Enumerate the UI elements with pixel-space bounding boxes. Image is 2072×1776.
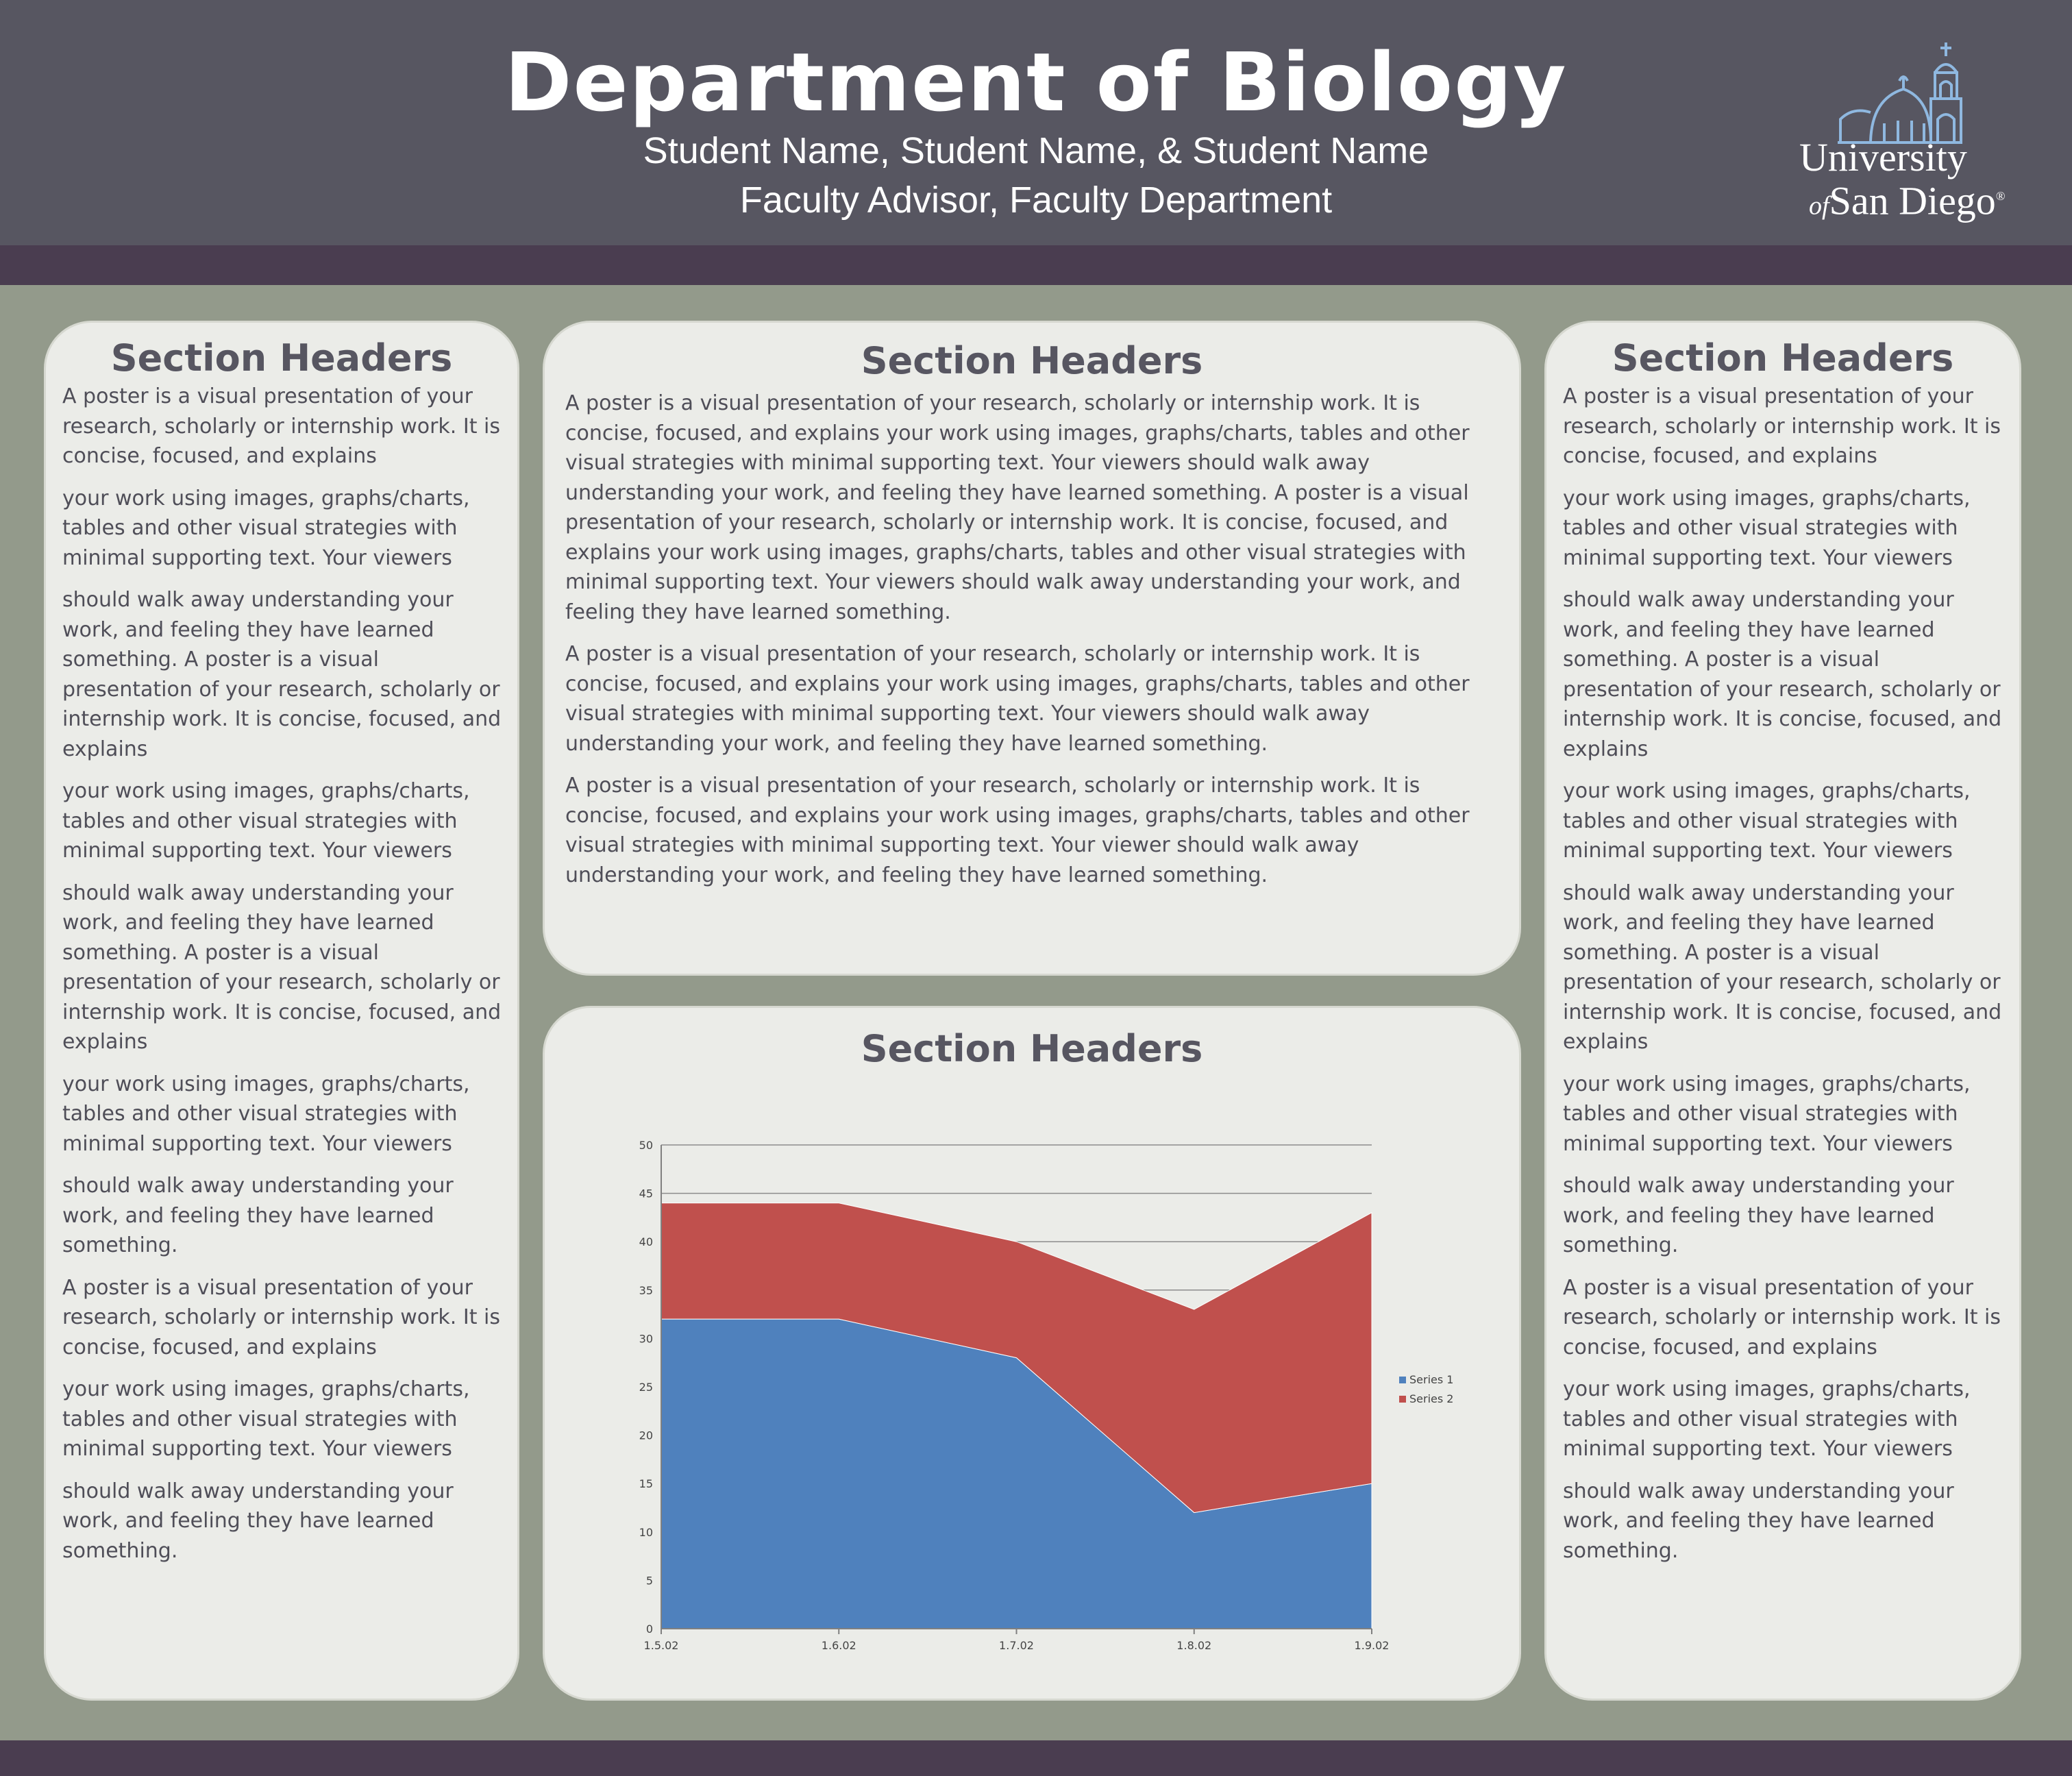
y-tick-label: 5	[645, 1574, 653, 1588]
x-tick-label: 1.8.02	[1176, 1639, 1212, 1652]
right-section-body	[1563, 382, 2010, 1578]
x-tick-label: 1.7.02	[999, 1639, 1034, 1652]
footer-strip	[0, 1740, 2072, 1776]
right-paragraph: your work using images, graphs/charts, tables and other visual strategies with minimal supporting text. Your viewers	[1563, 1377, 1971, 1461]
y-tick-label: 25	[639, 1381, 653, 1394]
y-tick-label: 15	[639, 1477, 653, 1491]
left-paragraph: your work using images, graphs/charts, tables and other visual strategies with minimal supporting text. Your viewers	[62, 779, 470, 863]
left-paragraph: A poster is a visual presentation of your research, scholarly or internship work. It is concise, focused, and explains	[62, 1275, 500, 1359]
right-paragraph: should walk away understanding your work, and feeling they have learned something.	[1563, 1174, 1954, 1257]
right-section-header: Section Headers	[1612, 336, 1954, 380]
left-paragraph: your work using images, graphs/charts, tables and other visual strategies with minimal supporting text. Your viewers	[62, 1072, 470, 1156]
center-bottom-section-panel	[543, 1006, 1521, 1701]
right-paragraph: should walk away understanding your work, and feeling they have learned something. A poster is a visual presentation of your research, scholarly or internship work. It is concise, focused, and explains	[1563, 880, 2002, 1054]
university-logo	[1795, 41, 2021, 226]
y-tick-label: 50	[639, 1139, 653, 1152]
author-names: Student Name, Student Name, & Student Name	[643, 130, 1429, 171]
center-paragraph: A poster is a visual presentation of your research, scholarly or internship work. It is concise, focused, and explains your work using images, graphs/charts, tables and other visual strategies with minimal supporting text. Your viewers should walk away understanding your work, and feeling they have learned something.	[565, 642, 1470, 756]
left-paragraph: should walk away understanding your work, and feeling they have learned something.	[62, 1174, 454, 1257]
poster-title: Department of Biology	[504, 35, 1568, 130]
y-tick-label: 35	[639, 1283, 653, 1297]
right-paragraph: should walk away understanding your work, and feeling they have learned something.	[1563, 1479, 1954, 1563]
x-tick-label: 1.9.02	[1354, 1639, 1390, 1652]
header-strip	[0, 245, 2072, 285]
y-tick-label: 40	[639, 1235, 653, 1249]
left-section-body	[62, 382, 508, 1578]
right-paragraph: A poster is a visual presentation of your research, scholarly or internship work. It is concise, focused, and explains	[1563, 384, 2001, 468]
center-top-section-header: Section Headers	[861, 339, 1203, 382]
legend-label: Series 1	[1409, 1373, 1454, 1386]
legend-label: Series 2	[1409, 1392, 1454, 1405]
right-paragraph: your work using images, graphs/charts, tables and other visual strategies with minimal supporting text. Your viewers	[1563, 779, 1971, 863]
center-paragraph: A poster is a visual presentation of your research, scholarly or internship work. It is concise, focused, and explains your work using images, graphs/charts, tables and other visual strategies with minimal supporting text. Your viewers should walk away understanding your work, and feeling they have learned something. A poster is a visual presentation of your research, scholarly or internship work. It is concise, focused, and explains your work using images, graphs/charts, tables and other visual strategies with minimal supporting text. Your viewers should walk away understanding your work, and feeling they have learned something.	[565, 391, 1470, 624]
right-paragraph: should walk away understanding your work, and feeling they have learned something. A poster is a visual presentation of your research, scholarly or internship work. It is concise, focused, and explains	[1563, 588, 2002, 761]
logo-registered-mark: ®	[1995, 189, 2006, 203]
logo-university-text: University	[1799, 135, 1967, 180]
y-tick-label: 20	[639, 1429, 653, 1442]
y-tick-label: 30	[639, 1332, 653, 1346]
poster-header	[0, 0, 2072, 245]
legend-swatch	[1399, 1377, 1406, 1383]
center-top-section-body	[565, 388, 1492, 902]
left-paragraph: your work using images, graphs/charts, tables and other visual strategies with minimal supporting text. Your viewers	[62, 486, 470, 570]
left-paragraph: should walk away understanding your work, and feeling they have learned something.	[62, 1479, 454, 1563]
left-section-panel	[44, 321, 519, 1701]
center-paragraph: A poster is a visual presentation of your research, scholarly or internship work. It is concise, focused, and explains your work using images, graphs/charts, tables and other visual strategies with minimal supporting text. Your viewer should walk away understanding your work, and feeling they have learned something.	[565, 774, 1470, 887]
left-paragraph: A poster is a visual presentation of your research, scholarly or internship work. It is concise, focused, and explains	[62, 384, 500, 468]
legend-swatch	[1399, 1396, 1406, 1403]
faculty-advisor: Faculty Advisor, Faculty Department	[739, 180, 1333, 221]
right-paragraph: A poster is a visual presentation of your research, scholarly or internship work. It is concise, focused, and explains	[1563, 1275, 2001, 1359]
left-paragraph: should walk away understanding your work, and feeling they have learned something. A poster is a visual presentation of your research, scholarly or internship work. It is concise, focused, and explains	[62, 588, 502, 761]
center-top-section-panel	[543, 321, 1521, 976]
y-tick-label: 45	[639, 1187, 653, 1200]
left-paragraph: should walk away understanding your work, and feeling they have learned something. A poster is a visual presentation of your research, scholarly or internship work. It is concise, focused, and explains	[62, 880, 502, 1054]
logo-san-diego-text	[1809, 175, 2006, 226]
logo-of-text: of	[1809, 191, 1829, 221]
x-tick-label: 1.6.02	[821, 1639, 856, 1652]
left-paragraph: your work using images, graphs/charts, tables and other visual strategies with minimal supporting text. Your viewers	[62, 1377, 470, 1461]
mission-tower-icon	[1795, 41, 2021, 144]
right-paragraph: your work using images, graphs/charts, tables and other visual strategies with minimal supporting text. Your viewers	[1563, 486, 1971, 570]
logo-san-diego-label: San Diego	[1829, 178, 1996, 223]
y-tick-label: 0	[645, 1623, 653, 1636]
y-tick-label: 10	[639, 1525, 653, 1539]
right-section-panel	[1544, 321, 2021, 1701]
x-tick-label: 1.5.02	[643, 1639, 679, 1652]
left-section-header: Section Headers	[110, 336, 453, 380]
stacked-area-chart	[545, 1008, 1519, 1699]
center-bottom-section-header: Section Headers	[861, 1027, 1203, 1070]
right-paragraph: your work using images, graphs/charts, tables and other visual strategies with minimal supporting text. Your viewers	[1563, 1072, 1971, 1156]
